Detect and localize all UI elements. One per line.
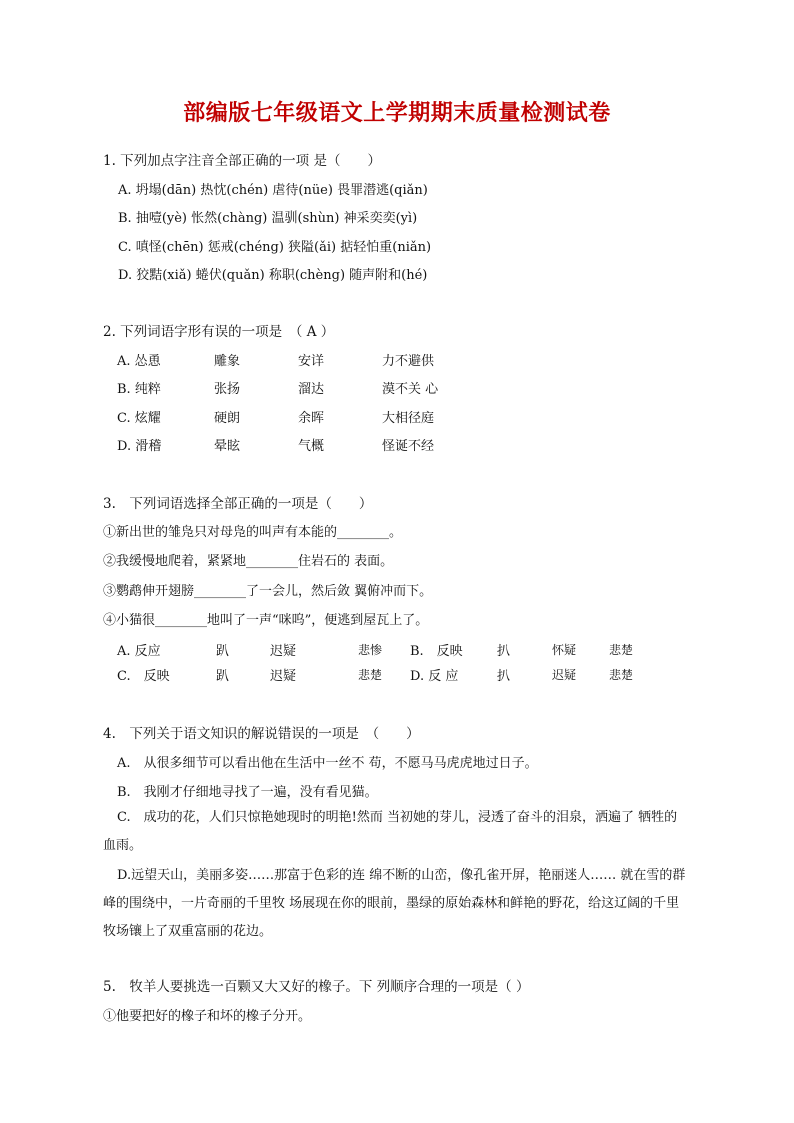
question-3-option-b: B. 反映 xyxy=(410,644,463,659)
question-3-word: 扒 xyxy=(497,644,511,659)
question-3-word: 迟疑 xyxy=(552,668,577,682)
question-2-word: 气概 xyxy=(298,439,325,454)
question-3-word: 怀疑 xyxy=(552,643,577,657)
question-5-sentence-1: ①他要把好的橡子和坏的橡子分开。 xyxy=(103,1009,312,1024)
question-3-sentence-1: ①新出世的雏凫只对母凫的叫声有本能的________。 xyxy=(103,525,403,540)
question-1-option-b: B. 抽噎(yè) 怅然(chàng) 温驯(shùn) 神采奕奕(yì) xyxy=(118,211,418,226)
question-3-word: 扒 xyxy=(497,669,511,684)
question-4-option-c: C. 成功的花，人们只惊艳她现时的明艳!然而 当初她的芽儿，浸透了奋斗的泪泉，洒遍了 牺牲的血雨。 xyxy=(103,810,678,853)
question-2-word: 漠不关 心 xyxy=(382,382,439,397)
question-3-word: 悲惨 xyxy=(358,643,383,657)
question-2-option-d: D. 滑稽 xyxy=(117,439,162,454)
question-3-word: 迟疑 xyxy=(270,644,297,659)
question-1-option-a: A. 坍塌(dān) 热忱(chén) 虐待(nüe) 畏罪潜逃(qiǎn) xyxy=(118,183,428,198)
question-2-stem: 2. 下列词语字形有误的一项是 （ A ） xyxy=(103,324,335,340)
question-2-word: 怪诞不经 xyxy=(382,439,435,454)
question-3-word: 悲楚 xyxy=(358,668,383,682)
question-1-stem: 1. 下列加点字注音全部正确的一项 是（ ） xyxy=(103,153,381,169)
question-3-option-a: A. 反应 xyxy=(117,644,161,659)
question-4-option-b: B. 我刚才仔细地寻找了一遍，没有看见猫。 xyxy=(117,785,378,800)
question-2-word: 溜达 xyxy=(298,382,325,397)
question-3-word: 迟疑 xyxy=(270,669,297,684)
question-3-word: 趴 xyxy=(216,669,230,684)
question-3-sentence-2: ②我缓慢地爬着，紧紧地________住岩石的 表面。 xyxy=(103,554,394,569)
question-3-sentence-3: ③鹦鹉伸开翅膀________了一会儿，然后敛 翼俯冲而下。 xyxy=(103,584,433,599)
question-4-option-a: A. 从很多细节可以看出他在生活中一丝不 苟，不愿马马虎虎地过日子。 xyxy=(117,756,538,771)
question-2-word: 雕象 xyxy=(214,354,241,369)
question-4-option-d: D.远望天山，美丽多姿……那富于色彩的连 绵不断的山峦，像孔雀开屏，艳丽迷人…… 就在雪的群峰的围绕中，一片奇丽的千里牧 场展现在你的眼前，墨绿的原始森林和鲜艳的野花，给这辽阔的千里牧场镶上了双重富丽的花边。 xyxy=(103,868,686,939)
question-3-option-c: C. 反映 xyxy=(117,669,170,684)
question-3-stem: 3. 下列词语选择全部正确的一项是（ ） xyxy=(103,496,373,512)
page-title: 部编版七年级语文上学期期末质量检测试卷 xyxy=(183,101,611,126)
question-3-option-d: D. 反 应 xyxy=(410,669,459,684)
question-2-word: 张扬 xyxy=(214,382,241,397)
question-2-option-a: A. 怂恿 xyxy=(117,354,161,369)
question-5-stem: 5. 牧羊人要挑选一百颗又大又好的橡子。下 列顺序合理的一项是（ ） xyxy=(103,979,530,995)
question-3-word: 悲楚 xyxy=(609,643,634,657)
question-2-word: 大相径庭 xyxy=(382,411,435,426)
question-3-word: 悲楚 xyxy=(609,668,634,682)
question-2-word: 力不避供 xyxy=(382,354,435,369)
question-2-option-b: B. 纯粹 xyxy=(117,382,161,397)
question-1-option-c: C. 嗔怪(chēn) 惩戒(chéng) 狭隘(ǎi) 掂轻怕重(niǎn) xyxy=(118,240,432,255)
question-2-word: 余晖 xyxy=(298,411,325,426)
question-2-option-c: C. 炫耀 xyxy=(117,411,161,426)
question-2-word: 安详 xyxy=(298,354,325,369)
question-2-word: 硬朗 xyxy=(214,411,241,426)
question-3-word: 趴 xyxy=(216,644,230,659)
question-3-sentence-4: ④小猫很________地叫了一声“咪呜”，便逃到屋瓦上了。 xyxy=(103,613,429,628)
question-4-stem: 4. 下列关于语文知识的解说错误的一项是 （ ） xyxy=(103,726,420,742)
question-1-option-d: D. 狡黠(xiǎ) 蜷伏(quǎn) 称职(chèng) 随声附和(hé) xyxy=(118,268,428,283)
question-2-word: 晕眩 xyxy=(214,439,241,454)
